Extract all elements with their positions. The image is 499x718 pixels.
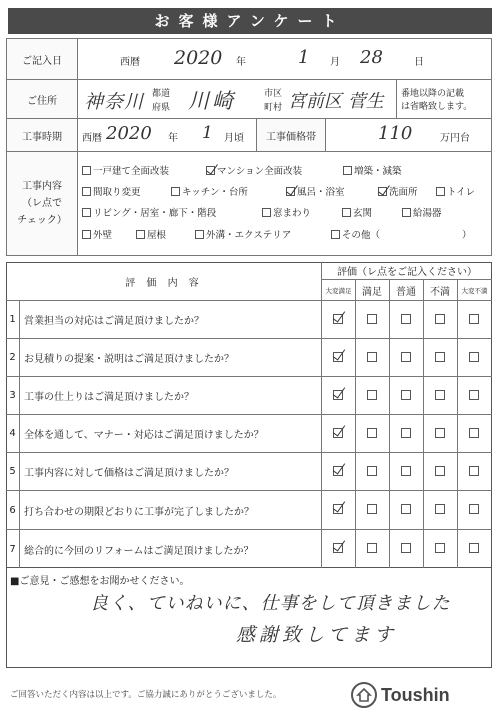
rating-checkbox[interactable] [367,352,377,362]
rating-checkbox[interactable] [469,543,479,553]
question-number: 1 [6,301,20,338]
rating-checkbox[interactable] [401,428,411,438]
price-unit: 万円台 [440,133,470,144]
eval-row [6,452,492,490]
checkbox-checked[interactable] [378,187,387,196]
work-item-entrance[interactable]: 玄関 [342,205,372,219]
work-item-exterior-wall[interactable]: 外壁 [82,227,112,241]
date-day-unit: 日 [414,57,424,68]
rating-checkbox[interactable] [333,466,343,476]
date-year-unit: 年 [236,57,246,68]
checkbox-checked[interactable] [206,166,215,175]
col-very-satisfied: 大変満足 [325,286,352,295]
date-year: 2020 [174,47,223,69]
period-year-unit: 年 [168,133,178,144]
rating-checkbox[interactable] [435,428,445,438]
rating-checkbox[interactable] [367,428,377,438]
footer-text: ご回答いただく内容は以上です。ご協力誠にありがとうございました。 [10,690,282,700]
work-item-water-heater[interactable]: 給湯器 [402,205,442,219]
address-city: 川崎 [188,89,236,113]
city-suffix-2: 町村 [264,103,283,113]
question-number: 3 [6,377,20,414]
checkbox[interactable] [262,208,271,217]
checkbox[interactable] [342,208,351,217]
rating-checkbox[interactable] [435,504,445,514]
period-month: 1 [202,123,213,143]
rating-checkbox[interactable] [367,466,377,476]
work-item-kitchen[interactable]: キッチン・台所 [171,184,248,198]
house-icon [351,682,377,708]
work-item-layout[interactable]: 間取り変更 [82,184,141,198]
date-month: 1 [298,47,310,68]
rating-checkbox[interactable] [401,390,411,400]
period-field [77,118,257,152]
checkbox[interactable] [82,187,91,196]
checkbox[interactable] [136,230,145,239]
eval-row [6,300,492,338]
col-satisfied: 満足 [362,286,382,298]
question-number: 6 [6,491,20,529]
work-item-full-house[interactable]: 一戸建て全面改装 [82,163,169,177]
rating-checkbox[interactable] [333,543,343,553]
address-note-2: は省略致します。 [401,102,473,112]
question-text: お見積りの提案・説明はご満足頂けましたか？ [24,354,234,365]
question-text: 打ち合わせの期限どおりに工事が完了しましたか？ [24,506,254,518]
page-title: お客様アンケート [8,8,492,34]
period-era: 西暦 [82,133,102,144]
rating-checkbox[interactable] [401,466,411,476]
rating-checkbox[interactable] [333,504,343,514]
work-label-3: チェック） [17,215,67,226]
price-label: 工事価格帯 [256,118,326,152]
eval-row [6,338,492,376]
col-neutral: 普通 [396,286,416,298]
work-item-extension[interactable]: 増築・減築 [343,163,402,177]
rating-checkbox[interactable] [401,314,411,324]
checkbox-checked[interactable] [286,187,295,196]
address-prefecture: 神奈川 [84,91,145,113]
city-suffix-1: 市区 [264,89,283,99]
rating-checkbox[interactable] [435,466,445,476]
rating-checkbox[interactable] [367,314,377,324]
prefecture-suffix-1: 都道 [152,89,171,99]
rating-checkbox[interactable] [401,543,411,553]
rating-checkbox[interactable] [333,390,343,400]
eval-row [6,490,492,529]
rating-checkbox[interactable] [469,504,479,514]
work-item-windows[interactable]: 窓まわり [262,205,311,219]
checkbox[interactable] [343,166,352,175]
checkbox[interactable] [82,208,91,217]
question-number: 2 [6,339,20,376]
work-item-living[interactable]: リビング・居室・廊下・階段 [82,205,216,219]
checkbox[interactable] [82,230,91,239]
work-item-exterior[interactable]: 外溝・エクステリア [195,227,291,241]
question-number: 5 [6,453,20,490]
address-label: ご住所 [6,79,78,119]
col-dissatisfied: 不満 [430,286,450,298]
eval-rating-header: 評価（レ点をご記入ください） [337,267,477,278]
rating-checkbox[interactable] [469,352,479,362]
rating-checkbox[interactable] [469,428,479,438]
eval-row [6,376,492,414]
rating-checkbox[interactable] [367,390,377,400]
eval-row [6,529,492,568]
work-item-roof[interactable]: 屋根 [136,227,166,241]
prefecture-suffix-2: 府県 [152,103,171,113]
work-item-mansion[interactable]: マンション全面改装 [206,163,302,177]
rating-checkbox[interactable] [435,352,445,362]
rating-checkbox[interactable] [367,504,377,514]
address-note [396,79,492,119]
rating-checkbox[interactable] [435,314,445,324]
work-label-2: （レ点で [22,198,62,209]
rating-checkbox[interactable] [401,504,411,514]
period-year: 2020 [106,123,152,144]
work-item-other-close: ） [462,230,472,241]
question-text: 総合的に今回のリフォームはご満足頂けましたか？ [24,545,254,557]
price-value: 110 [378,123,413,144]
comment-line-2[interactable]: 感謝致してます [236,624,398,646]
address-ward: 宮前区 菅生 [288,91,384,112]
work-label-1: 工事内容 [22,181,62,192]
logo-text: Toushin [381,684,450,705]
date-field [77,38,492,80]
checkbox[interactable] [331,230,340,239]
work-item-bath[interactable]: 風呂・浴室 [286,184,345,198]
rating-checkbox[interactable] [367,543,377,553]
rating-checkbox[interactable] [435,543,445,553]
rating-checkbox[interactable] [333,428,343,438]
checkbox[interactable] [436,187,445,196]
checkbox[interactable] [402,208,411,217]
date-era: 西暦 [120,57,140,68]
checkbox[interactable] [82,166,91,175]
date-label: ご記入日 [6,38,78,80]
checkbox[interactable] [195,230,204,239]
rating-checkbox[interactable] [469,314,479,324]
rating-checkbox[interactable] [435,390,445,400]
price-field [325,118,492,152]
address-note-1: 番地以降の記載 [401,89,465,99]
rating-checkbox[interactable] [469,466,479,476]
date-month-unit: 月 [330,57,340,68]
address-field [77,79,397,119]
comment-line-1[interactable]: 良く、ていねいに、仕事をして頂きました [90,593,451,614]
work-item-washroom[interactable]: 洗面所 [378,184,418,198]
work-item-other[interactable]: その他（ [331,227,380,241]
question-text: 工事内容に対して価格はご満足頂けましたか？ [24,468,234,479]
rating-checkbox[interactable] [401,352,411,362]
col-very-dissatisfied: 大変不満 [461,286,488,295]
question-text: 営業担当の対応はご満足頂けましたか？ [24,316,204,327]
comments-label: ■ご意見・ご感想をお聞かせください。 [10,576,190,587]
question-text: 全体を通して、マナー・対応はご満足頂けましたか？ [24,430,264,441]
period-label: 工事時期 [6,118,78,152]
company-logo [351,682,450,708]
eval-content-header: 評 価 内 容 [125,277,203,289]
eval-row [6,414,492,452]
checkbox[interactable] [171,187,180,196]
rating-checkbox[interactable] [333,352,343,362]
date-day: 28 [360,47,383,68]
rating-checkbox[interactable] [333,314,343,324]
work-item-toilet[interactable]: トイレ [436,184,475,198]
period-month-unit: 月頃 [224,133,244,144]
question-number: 7 [6,530,20,568]
rating-checkbox[interactable] [469,390,479,400]
question-number: 4 [6,415,20,452]
work-label [6,151,78,256]
question-text: 工事の仕上りはご満足頂けましたか？ [24,392,194,403]
